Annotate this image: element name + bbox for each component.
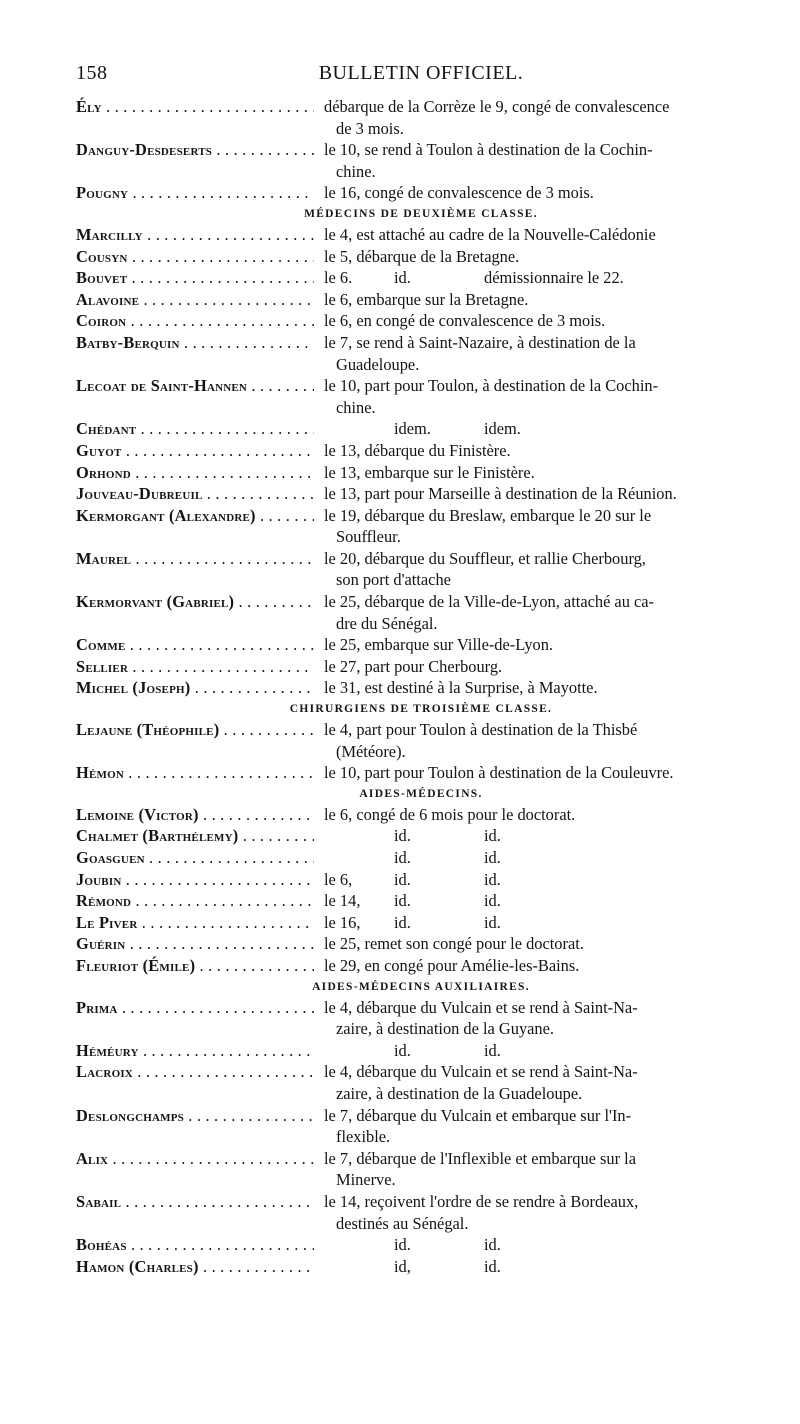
entry-date: le 14, [324, 891, 361, 911]
ditto-mark: id. [484, 848, 501, 867]
entry-text-continued: chine. [336, 397, 376, 417]
section-heading: AIDES-MÉDECINS AUXILIAIRES. [312, 980, 530, 993]
entry-row [76, 847, 766, 869]
entry-description [314, 1061, 766, 1104]
entry-row [76, 182, 766, 204]
entry-description [314, 634, 766, 656]
entry-description [314, 677, 766, 699]
entry-row [76, 267, 766, 289]
entry-description [314, 1105, 766, 1148]
entry-name: Rémond . . . [76, 890, 314, 912]
entry-name: Prima . . . [76, 997, 314, 1019]
entry-text-continued: (Météore). [336, 741, 406, 761]
entry-description [314, 591, 766, 634]
entry-name: Alavoine . . . [76, 289, 314, 311]
entry-text-continued: zaire, à destination de la Guadeloupe. [336, 1083, 583, 1103]
entry-name: Lejaune (Théophile) . . . [76, 719, 314, 741]
entry-row [76, 96, 766, 139]
entry-text-continued: dre du Sénégal. [336, 613, 438, 633]
entry-row [76, 1148, 766, 1191]
entry-text: le 27, part pour Cherbourg. [324, 656, 503, 676]
entry-name: Jouveau-Dubreuil . . . [76, 483, 314, 505]
page-number: 158 [76, 62, 108, 84]
ditto-mark: id. [394, 826, 411, 846]
entry-name: Bohéas . . . [76, 1234, 314, 1256]
entry-name: Kermorgant (Alexandre) . . . [76, 505, 314, 527]
ditto-mark: id. [394, 891, 411, 911]
ditto-mark: idem. [484, 419, 521, 439]
entry-name: Batby-Berquin . . . [76, 332, 314, 354]
entry-name: Guyot . . . [76, 440, 314, 462]
page-header [76, 58, 766, 92]
entry-description [314, 505, 766, 548]
entry-description [314, 483, 766, 505]
entry-row [76, 224, 766, 246]
entry-description [314, 869, 766, 891]
entry-name: Orhond . . . [76, 462, 314, 484]
entry-description [314, 912, 766, 934]
entry-description [314, 719, 766, 762]
entry-description [314, 656, 766, 678]
entry-row [76, 246, 766, 268]
entry-name: Héméury . . . [76, 1040, 314, 1062]
entry-description [314, 418, 766, 440]
entry-text: le 14, reçoivent l'ordre de se rendre à Bordeaux, [324, 1191, 639, 1211]
entry-name: Fleuriot (Émile) . . . [76, 955, 314, 977]
entry-description [314, 332, 766, 375]
entry-description [314, 933, 766, 955]
entry-name: Goasguen . . . [76, 847, 314, 869]
entry-row [76, 440, 766, 462]
entry-name: Marcilly . . . [76, 224, 314, 246]
entry-description [314, 289, 766, 311]
ditto-mark: id. [394, 912, 411, 932]
entry-text: le 6, congé de 6 mois pour le doctorat. [324, 804, 576, 824]
entry-row [76, 332, 766, 375]
entry-text: le 10, se rend à Toulon à destination de la Cochin- [324, 140, 653, 160]
entry-text: le 7, se rend à Saint-Nazaire, à destination de la [324, 332, 636, 352]
entry-row [76, 310, 766, 332]
entry-row [76, 933, 766, 955]
ditto-mark: id. [484, 1256, 501, 1276]
entry-name: Joubin . . . [76, 869, 314, 891]
entry-text-continued: de 3 mois. [336, 118, 404, 138]
entry-text: le 16, congé de convalescence de 3 mois. [324, 183, 594, 203]
entry-text: le 6, embarque sur la Bretagne. [324, 289, 529, 309]
ditto-mark: id. [484, 826, 501, 846]
entry-row [76, 548, 766, 591]
entry-text: le 10, part pour Toulon à destination de la Couleuvre. [324, 763, 674, 783]
entry-text: débarque de la Corrèze le 9, congé de convalescence [324, 97, 670, 116]
entry-description [314, 847, 766, 869]
entry-row [76, 677, 766, 699]
entry-text-continued: son port d'attache [336, 570, 451, 590]
ditto-mark: id, [394, 1256, 411, 1276]
section-heading: MÉDECINS DE DEUXIÈME CLASSE. [304, 207, 538, 220]
entry-text: le 4, débarque du Vulcain et se rend à Saint-Na- [324, 997, 638, 1017]
entry-description [314, 310, 766, 332]
entry-name: Cousyn . . . [76, 246, 314, 268]
entry-name: Deslongchamps . . . [76, 1105, 314, 1127]
entry-row [76, 890, 766, 912]
entry-row [76, 591, 766, 634]
entry-name: Hémon . . . [76, 762, 314, 784]
entry-date: le 6, [324, 869, 353, 889]
entry-name: Michel (Joseph) . . . [76, 677, 314, 699]
entry-text: le 13, embarque sur le Finistère. [324, 462, 535, 482]
entry-name: Chalmet (Barthélemy) . . . [76, 825, 314, 847]
entry-row [76, 1191, 766, 1234]
entry-row [76, 656, 766, 678]
entry-name: Bouvet . . . [76, 267, 314, 289]
ditto-mark: id. [394, 869, 411, 889]
ditto-mark: id. [484, 912, 501, 932]
ditto-mark: id. [394, 1235, 411, 1255]
entry-description [314, 825, 766, 847]
ditto-mark: id. [394, 1040, 411, 1060]
entry-text: le 25, débarque de la Ville-de-Lyon, attaché au ca- [324, 592, 655, 612]
entry-text: le 25, remet son congé pour le doctorat. [324, 934, 584, 954]
entry-row [76, 418, 766, 440]
entry-name: Lacroix . . . [76, 1061, 314, 1083]
entry-description [314, 440, 766, 462]
entry-text: le 7, débarque de l'Inflexible et embarque sur la [324, 1148, 636, 1168]
entry-row [76, 375, 766, 418]
entry-name: Lecoat de Saint-Hannen . . . [76, 375, 314, 397]
entry-text-continued: destinés au Sénégal. [336, 1213, 469, 1233]
entry-row [76, 634, 766, 656]
entry-description [314, 224, 766, 246]
entry-name: Sellier . . . [76, 656, 314, 678]
entry-description [314, 246, 766, 268]
page-title: BULLETIN OFFICIEL. [318, 62, 524, 84]
entry-name: Guérin . . . [76, 933, 314, 955]
ditto-mark: id. [394, 268, 411, 288]
ditto-mark: id. [484, 1040, 501, 1060]
entry-text: le 31, est destiné à la Surprise, à Mayotte. [324, 678, 598, 698]
ditto-mark: id. [484, 869, 501, 889]
ditto-mark: id. [484, 891, 501, 911]
entry-text-continued: zaire, à destination de la Guyane. [336, 1019, 554, 1039]
entry-row [76, 762, 766, 784]
entry-row [76, 462, 766, 484]
entry-text-continued: Guadeloupe. [336, 354, 420, 374]
entry-text: le 4, est attaché au cadre de la Nouvelle-Calédonie [324, 224, 656, 244]
entry-description [314, 182, 766, 204]
entries-list [76, 96, 766, 1277]
entry-description [314, 548, 766, 591]
entry-text: le 5, débarque de la Bretagne. [324, 246, 520, 266]
entry-text: le 4, débarque du Vulcain et se rend à Saint-Na- [324, 1062, 638, 1082]
entry-text: le 7, débarque du Vulcain et embarque sur l'In- [324, 1105, 632, 1125]
entry-row [76, 912, 766, 934]
entry-description [314, 267, 766, 289]
entry-description [314, 804, 766, 826]
entry-row [76, 1061, 766, 1104]
entry-name: Hamon (Charles) . . . [76, 1256, 314, 1278]
entry-text: le 13, débarque du Finistère. [324, 440, 511, 460]
entry-row [76, 804, 766, 826]
entry-description [314, 997, 766, 1040]
entry-description [314, 955, 766, 977]
entry-description [314, 1191, 766, 1234]
entry-text: le 4, part pour Toulon à destination de la Thisbé [324, 720, 638, 740]
entry-text: le 25, embarque sur Ville-de-Lyon. [324, 635, 554, 655]
entry-text-continued: chine. [336, 161, 376, 181]
entry-row [76, 869, 766, 891]
section-heading: AIDES-MÉDECINS. [359, 787, 483, 800]
entry-row [76, 1040, 766, 1062]
entry-name: Lemoine (Victor) . . . [76, 804, 314, 826]
entry-description [314, 1234, 766, 1256]
entry-row [76, 997, 766, 1040]
entry-description [314, 462, 766, 484]
entry-row [76, 825, 766, 847]
entry-row [76, 289, 766, 311]
entry-row [76, 483, 766, 505]
entry-text-continued: Minerve. [336, 1170, 396, 1190]
entry-text: le 29, en congé pour Amélie-les-Bains. [324, 955, 580, 975]
entry-text: le 20, débarque du Souffleur, et rallie Cherbourg, [324, 548, 646, 568]
entry-row [76, 719, 766, 762]
entry-name: Coiron . . . [76, 310, 314, 332]
entry-description [314, 96, 766, 139]
entry-name: Maurel . . . [76, 548, 314, 570]
ditto-mark: id. [484, 1235, 501, 1255]
entry-description [314, 890, 766, 912]
entry-name: Danguy-Desdeserts . . . [76, 139, 314, 161]
entry-text: le 10, part pour Toulon, à destination de la Cochin- [324, 376, 659, 396]
entry-row [76, 139, 766, 182]
entry-text: le 19, débarque du Breslaw, embarque le 20 sur le [324, 505, 652, 525]
entry-date: le 6. [324, 268, 353, 288]
entry-description [314, 1256, 766, 1278]
entry-text-continued: flexible. [336, 1127, 391, 1147]
entry-text: le 13, part pour Marseille à destination de la Réunion. [324, 484, 677, 504]
ditto-mark: id. [394, 848, 411, 867]
entry-name: Comme . . . [76, 634, 314, 656]
entry-description [314, 762, 766, 784]
entry-text: le 6, en congé de convalescence de 3 mois. [324, 311, 606, 331]
ditto-mark: idem. [394, 419, 431, 439]
entry-text-continued: Soufflеur. [336, 527, 401, 547]
entry-name: Le Piver . . . [76, 912, 314, 934]
entry-name: Chédant . . . [76, 418, 314, 440]
entry-row [76, 1105, 766, 1148]
entry-name: Pougny . . . [76, 182, 314, 204]
entry-name: Alix . . . [76, 1148, 314, 1170]
entry-description [314, 139, 766, 182]
entry-row [76, 1234, 766, 1256]
entry-name: Kermorvant (Gabriel) . . . [76, 591, 314, 613]
entry-description [314, 375, 766, 418]
entry-description [314, 1148, 766, 1191]
ditto-mark: démissionnaire le 22. [484, 268, 624, 288]
entry-row [76, 505, 766, 548]
section-heading: CHIRURGIENS DE TROISIÈME CLASSE. [289, 703, 553, 716]
entry-row [76, 1256, 766, 1278]
entry-date: le 16, [324, 912, 361, 932]
entry-description [314, 1040, 766, 1062]
entry-name: Ély . . . [76, 96, 314, 118]
entry-row [76, 955, 766, 977]
entry-name: Sabail . . . [76, 1191, 314, 1213]
